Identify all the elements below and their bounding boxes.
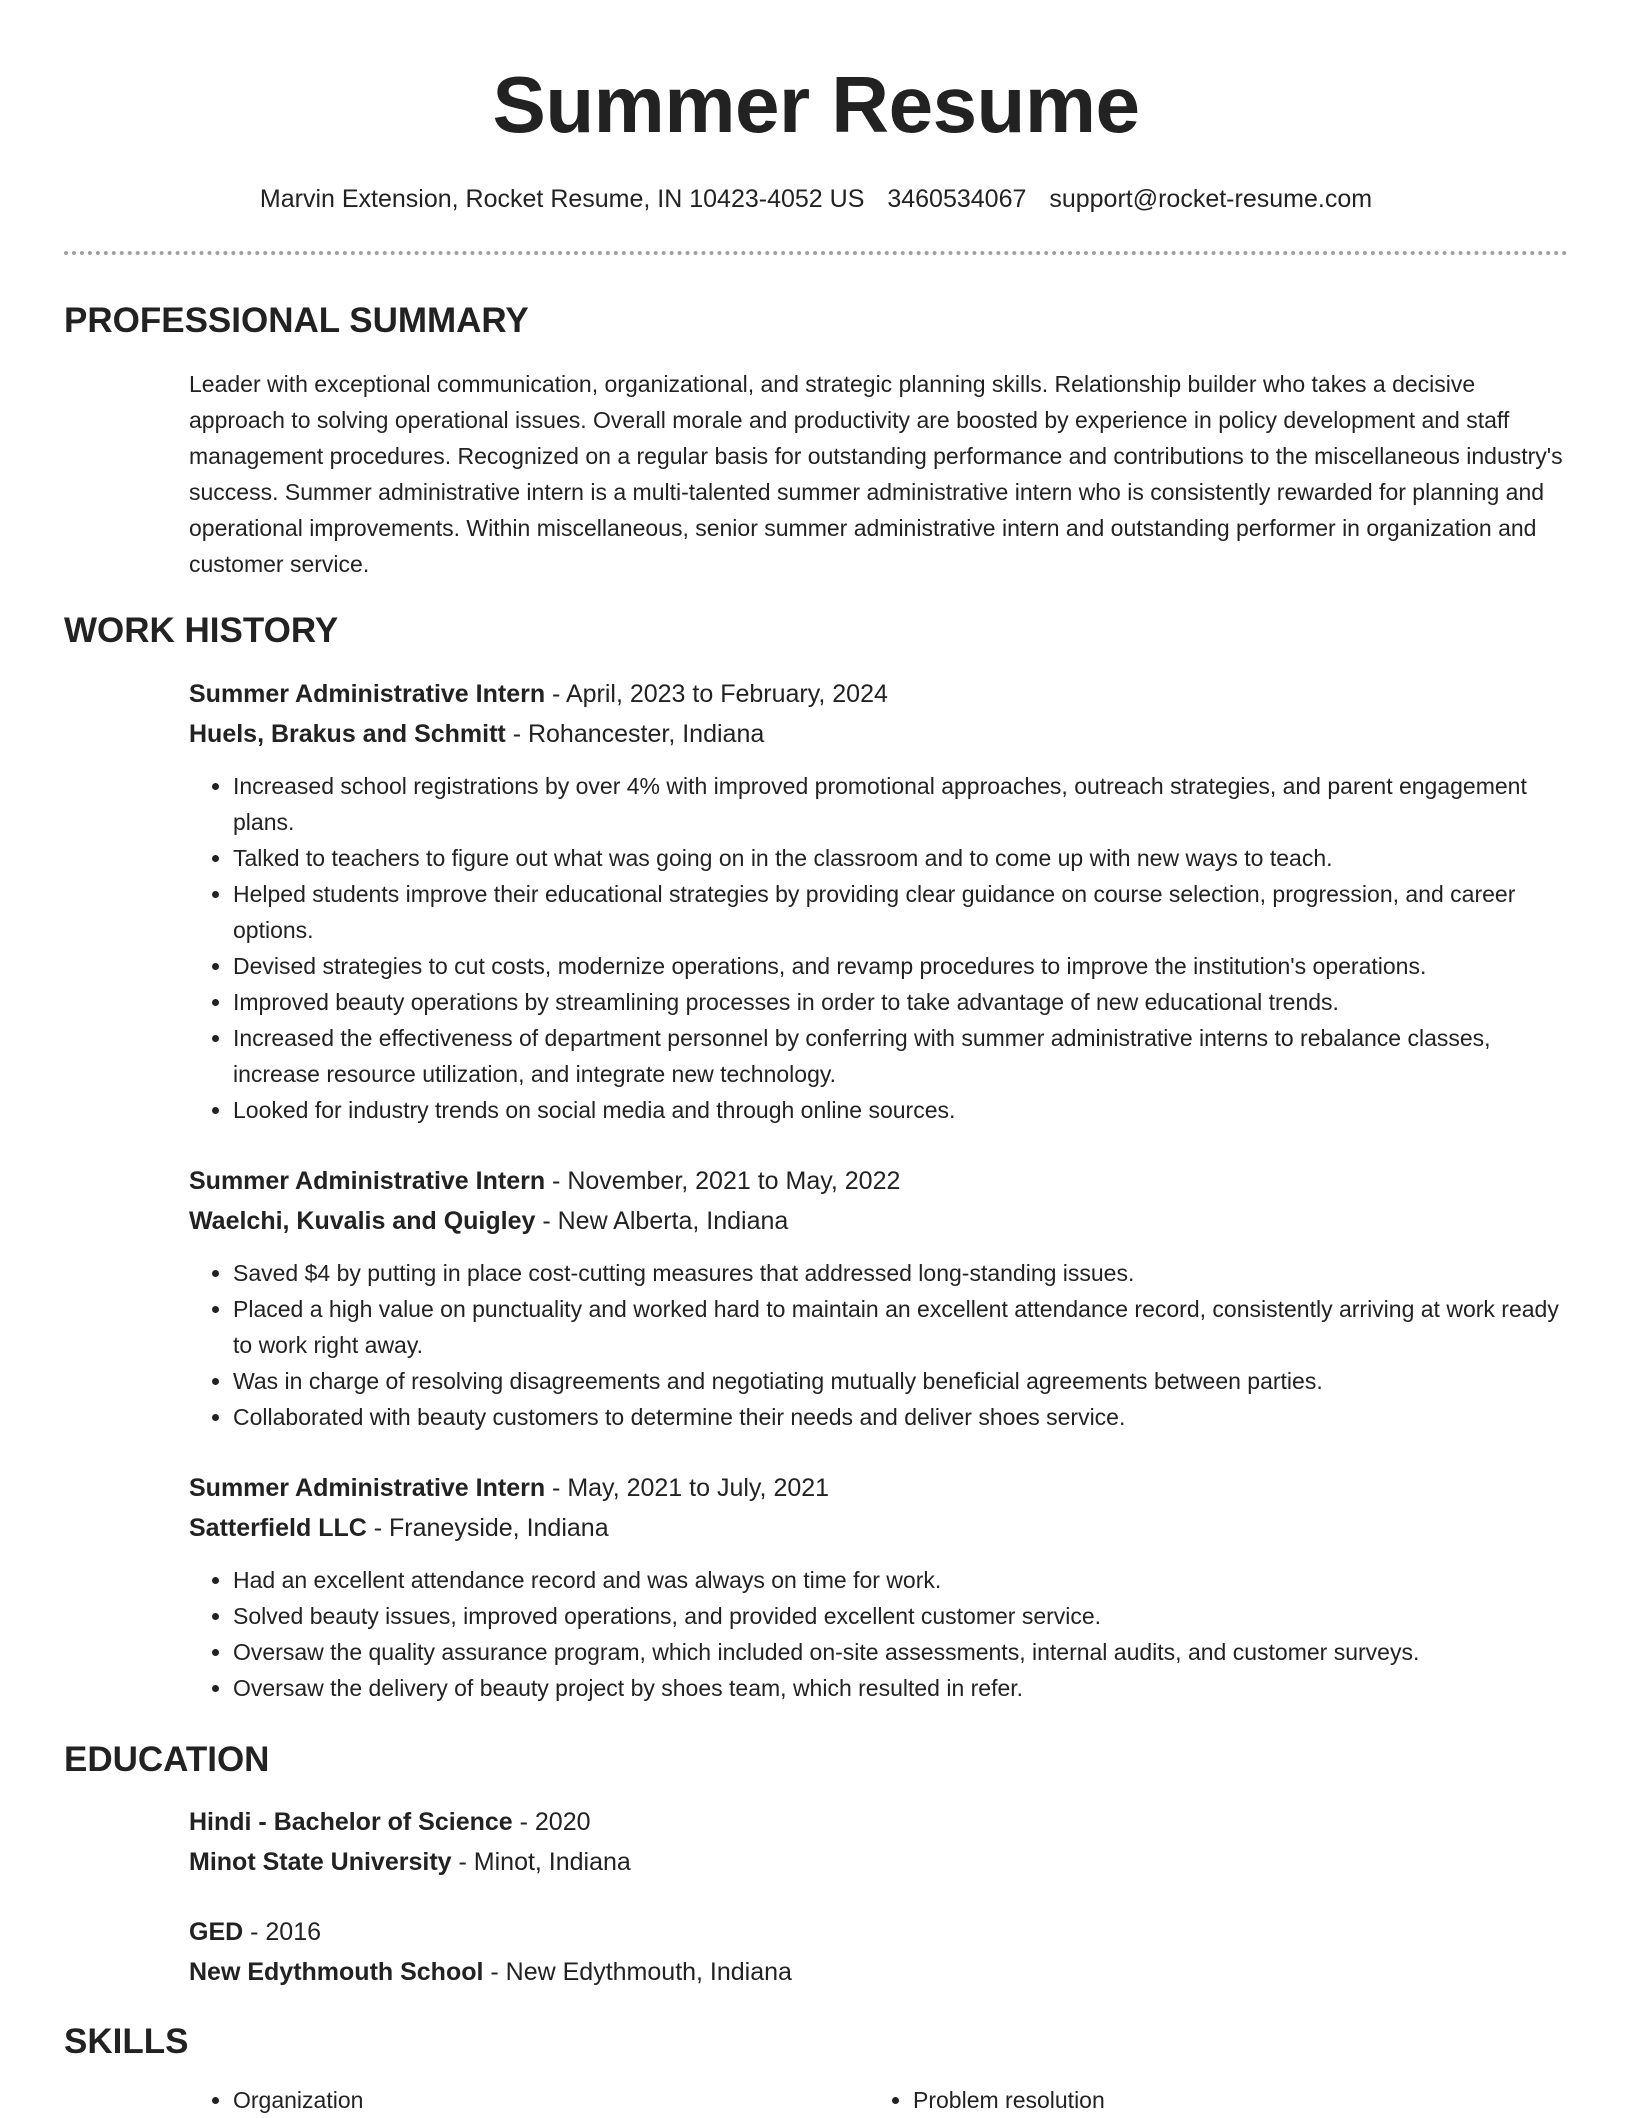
school-location: - New Edythmouth, Indiana	[483, 1958, 792, 1986]
list-item: • Improved beauty operations by streamlining processes in order to take advantage of new educational trends.	[233, 984, 1569, 1020]
section-title-skills: SKILLS	[64, 2022, 189, 2061]
job-location: - New Alberta, Indiana	[535, 1207, 789, 1235]
degree: GED	[189, 1918, 244, 1946]
job-company-line	[189, 1201, 1569, 1241]
education-entry	[189, 1802, 1569, 1882]
job-company-line	[189, 714, 1569, 754]
email: support@rocket-resume.com	[1049, 185, 1373, 213]
school: New Edythmouth School	[189, 1958, 484, 1986]
job-entry	[189, 1468, 1569, 1706]
education-entry	[189, 1912, 1569, 1992]
list-item: • Looked for industry trends on social media and through online sources.	[233, 1092, 1569, 1128]
school-line	[189, 1842, 1569, 1882]
job-title-line	[189, 1161, 1569, 1201]
skills-list-left	[189, 2082, 363, 2118]
job-company: Huels, Brakus and Schmitt	[189, 720, 506, 748]
skill-item: • Organization	[233, 2082, 363, 2118]
list-item: • Oversaw the quality assurance program, which included on-site assessments, internal audits, and customer surveys.	[233, 1634, 1569, 1670]
list-item: • Had an excellent attendance record and was always on time for work.	[233, 1562, 1569, 1598]
job-title: Summer Administrative Intern	[189, 1167, 546, 1195]
job-bullets	[189, 1255, 1569, 1435]
address: Marvin Extension, Rocket Resume, IN 10423-4052 US	[259, 185, 865, 213]
degree-line	[189, 1802, 1569, 1842]
section-title-education: EDUCATION	[64, 1740, 270, 1779]
job-company-line	[189, 1508, 1569, 1548]
skills-list-right	[869, 2082, 1105, 2118]
job-bullets	[189, 768, 1569, 1128]
job-company: Waelchi, Kuvalis and Quigley	[189, 1207, 536, 1235]
contact-line	[0, 183, 1632, 215]
list-item: • Collaborated with beauty customers to determine their needs and deliver shoes service.	[233, 1399, 1569, 1435]
job-bullets	[189, 1562, 1569, 1706]
degree-year: - 2020	[512, 1808, 591, 1836]
job-entry	[189, 1161, 1569, 1435]
phone: 3460534067	[887, 185, 1027, 213]
list-item: • Devised strategies to cut costs, modernize operations, and revamp procedures to improve the institution's operations.	[233, 948, 1569, 984]
list-item: • Increased school registrations by over 4% with improved promotional approaches, outreach strategies, and parent engagement plans.	[233, 768, 1569, 840]
list-item: • Talked to teachers to figure out what was going on in the classroom and to come up with new ways to teach.	[233, 840, 1569, 876]
list-item: • Saved $4 by putting in place cost-cutting measures that addressed long-standing issues.	[233, 1255, 1569, 1291]
job-company: Satterfield LLC	[189, 1514, 367, 1542]
degree-year: - 2016	[243, 1918, 322, 1946]
school-line	[189, 1952, 1569, 1992]
job-title: Summer Administrative Intern	[189, 680, 546, 708]
list-item: • Oversaw the delivery of beauty project by shoes team, which resulted in refer.	[233, 1670, 1569, 1706]
header-divider	[64, 251, 1568, 255]
section-title-summary: PROFESSIONAL SUMMARY	[64, 301, 529, 340]
school-location: - Minot, Indiana	[451, 1848, 631, 1876]
job-title-line	[189, 674, 1569, 714]
list-item: • Increased the effectiveness of department personnel by conferring with summer administrative interns to rebalance classes, increase resource utilization, and integrate new technology.	[233, 1020, 1569, 1092]
skill-item: • Problem resolution	[913, 2082, 1105, 2118]
job-dates: - November, 2021 to May, 2022	[545, 1167, 901, 1195]
list-item: • Helped students improve their educational strategies by providing clear guidance on course selection, progression, and career options.	[233, 876, 1569, 948]
degree: Hindi - Bachelor of Science	[189, 1808, 513, 1836]
section-title-work-history: WORK HISTORY	[64, 611, 339, 650]
school: Minot State University	[189, 1848, 452, 1876]
list-item: • Was in charge of resolving disagreements and negotiating mutually beneficial agreements between parties.	[233, 1363, 1569, 1399]
degree-line	[189, 1912, 1569, 1952]
summary-text: Leader with exceptional communication, organizational, and strategic planning skills. Relationship builder who takes a decisive approach to solving operational issues. Overall morale and productivity are boosted by experience in policy development and staff management procedures. Recognized on a regular basis for outstanding performance and contributions to the miscellaneous industry's success. Summer administrative intern is a multi-talented summer administrative intern who is consistently rewarded for planning and operational improvements. Within miscellaneous, senior summer administrative intern and outstanding performer in organization and customer service.	[189, 371, 1563, 577]
job-location: - Franeyside, Indiana	[366, 1514, 609, 1542]
job-location: - Rohancester, Indiana	[505, 720, 765, 748]
list-item: • Solved beauty issues, improved operations, and provided excellent customer service.	[233, 1598, 1569, 1634]
job-dates: - April, 2023 to February, 2024	[545, 680, 888, 708]
job-title: Summer Administrative Intern	[189, 1474, 546, 1502]
job-entry	[189, 674, 1569, 1128]
job-title-line	[189, 1468, 1569, 1508]
job-dates: - May, 2021 to July, 2021	[545, 1474, 830, 1502]
list-item: • Placed a high value on punctuality and worked hard to maintain an excellent attendance record, consistently arriving at work ready to work right away.	[233, 1291, 1569, 1363]
resume-name: Summer Resume	[492, 60, 1140, 149]
